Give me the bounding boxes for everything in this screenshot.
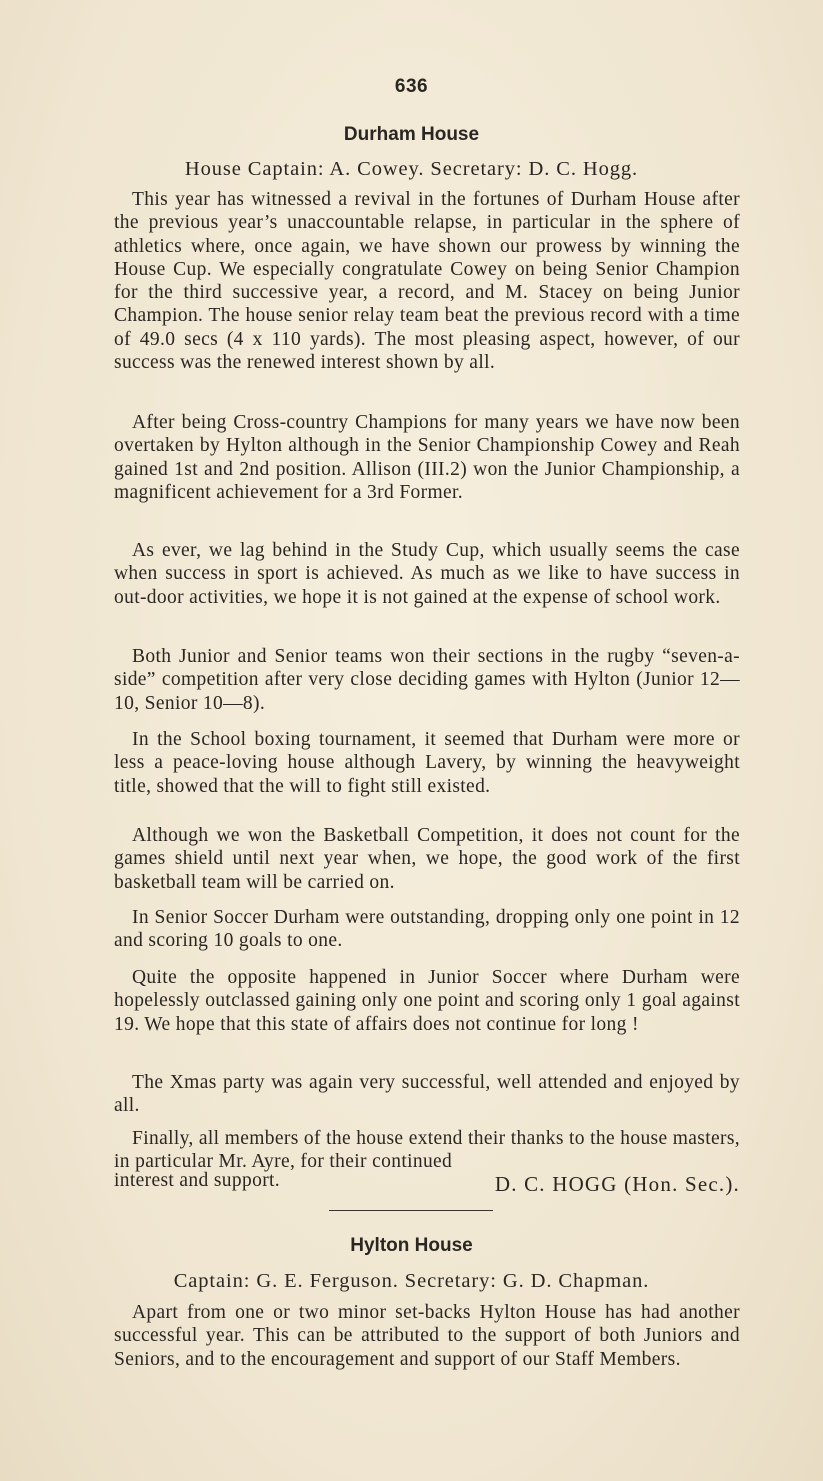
- durham-paragraph-1: This year has witnessed a revival in the fortunes of Durham House after the previous year’s unaccountable relapse, in particular in the sphere of athletics where, once again, we have shown our prowess by winning the House Cup. We especially congratulate Cowey on being Senior Champion for the third successive year, a record, and M. Stacey on being Junior Champion. The house senior relay team beat the previous record with a time of 49.0 secs (4 x 110 yards). The most pleasing aspect, however, of our success was the renewed interest shown by all.: [114, 189, 740, 374]
- durham-paragraph-2: After being Cross-country Champions for many years we have now been overtaken by Hylton although in the Senior Championship Cowey and Reah gained 1st and 2nd position. Allison (III.2) won the Junior Championship, a magnificent achievement for a 3rd Former.: [114, 412, 740, 503]
- hylton-paragraph-1: Apart from one or two minor set-backs Hylton House has had another successful year. This can be attributed to the support of both Juniors and Seniors, and to the encouragement and support of our Staff Members.: [114, 1302, 740, 1370]
- durham-paragraph-9: The Xmas party was again very successful, well attended and enjoyed by all.: [114, 1072, 740, 1117]
- durham-paragraph-8-block: [114, 966, 740, 1036]
- durham-paragraph-10: Finally, all members of the house extend their thanks to the house masters, in particular Mr. Ayre, for their continued: [114, 1128, 740, 1173]
- durham-paragraph-10-block: [114, 1127, 740, 1174]
- section-heading-hylton: Hylton House: [350, 1235, 473, 1256]
- durham-paragraph-1-block: [114, 188, 740, 374]
- section-heading-durham: Durham House: [343, 124, 480, 145]
- durham-paragraph-3: As ever, we lag behind in the Study Cup, which usually seems the case when success in sport is achieved. As much as we like to have success in out-door activities, we hope it is not gained at the expense of school work.: [114, 540, 740, 608]
- durham-paragraph-4: Both Junior and Senior teams won their sections in the rugby “seven-a-side” competition after very close deciding games with Hylton (Junior 12—10, Senior 10—8).: [114, 646, 740, 714]
- durham-paragraph-2-block: [114, 411, 740, 504]
- durham-paragraph-7: In Senior Soccer Durham were outstanding, dropping only one point in 12 and scoring 10 goals to one.: [114, 907, 740, 952]
- durham-paragraph-9-block: [114, 1071, 740, 1118]
- durham-officers: House Captain: A. Cowey. Secretary: D. C. Hogg.: [184, 158, 639, 180]
- hylton-officers: Captain: G. E. Ferguson. Secretary: G. D. Chapman.: [173, 1270, 650, 1292]
- durham-paragraph-5: In the School boxing tournament, it seemed that Durham were more or less a peace-loving house although Lavery, by winning the heavyweight title, showed that the will to fight still existed.: [114, 729, 740, 797]
- durham-paragraph-5-block: [114, 728, 740, 798]
- durham-signature: D. C. HOGG (Hon. Sec.).: [494, 1172, 740, 1196]
- durham-paragraph-3-block: [114, 539, 740, 609]
- durham-paragraph-4-block: [114, 645, 740, 715]
- hylton-paragraph-1-block: [114, 1301, 740, 1371]
- durham-paragraph-6-block: [114, 824, 740, 894]
- durham-paragraph-6: Although we won the Basketball Competition, it does not count for the games shield until next year when, we hope, the good work of the first basketball team will be carried on.: [114, 825, 740, 893]
- durham-closing-line: interest and support.: [114, 1170, 281, 1191]
- durham-paragraph-7-block: [114, 906, 740, 953]
- page-number: 636: [394, 76, 429, 97]
- durham-paragraph-8: Quite the opposite happened in Junior Soccer where Durham were hopelessly outclassed gaining only one point and scoring only 1 goal against 19. We hope that this state of affairs does not continue for long !: [114, 967, 740, 1035]
- section-divider: [329, 1210, 493, 1211]
